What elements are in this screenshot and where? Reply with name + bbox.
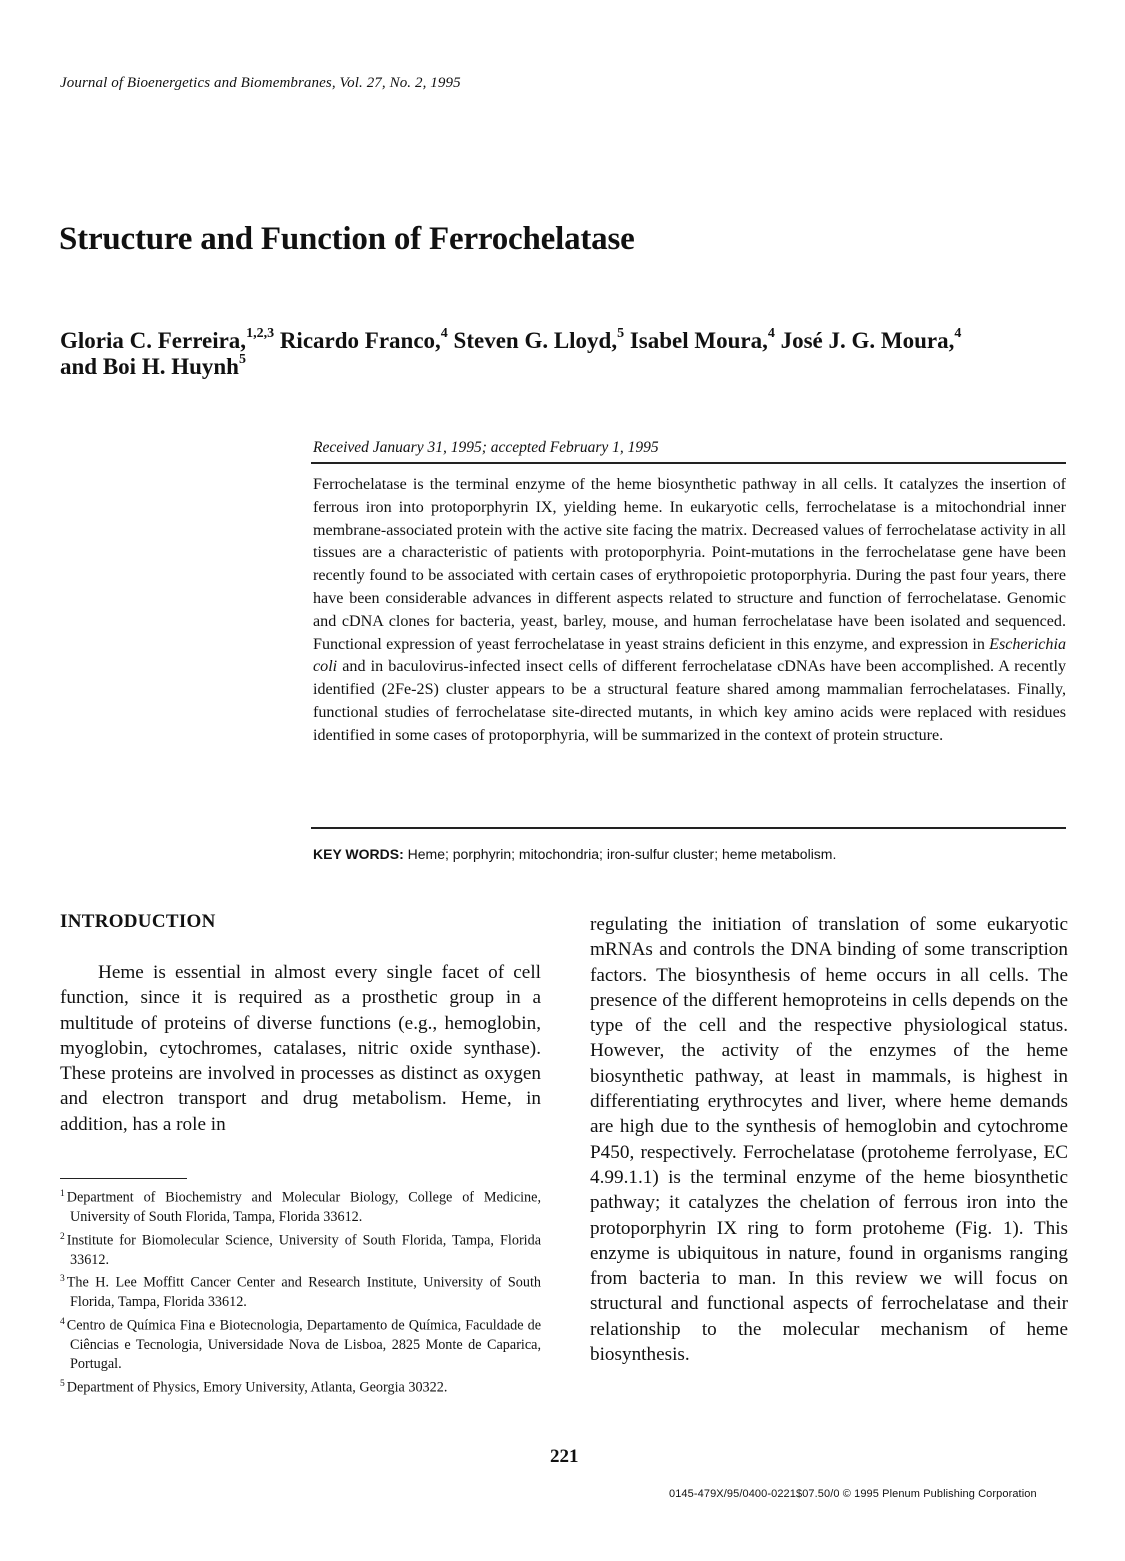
author-name: Steven G. Lloyd, <box>453 328 618 353</box>
received-date: Received January 31, 1995; accepted February 1, 1995 <box>313 439 659 456</box>
author-name: Ricardo Franco, <box>279 328 441 353</box>
keywords-label: KEY WORDS: <box>313 846 404 862</box>
author-affiliation: 1,2,3 <box>246 326 275 342</box>
author-name: José J. G. Moura, <box>780 328 955 353</box>
abstract-text: and in baculovirus-infected insect cells of different ferrochelatase cDNAs have been accomplished. A recently identified (2Fe-2S) cluster appears to be a structural feature shared among mammalian ferrochelatases. Finally, functional studies of ferrochelatase site-directed mutants, in which key amino acids were replaced with residues identified in some cases of protoporphyria, will be summarized in the context of protein structure. <box>313 658 1067 744</box>
footnote <box>60 1375 541 1398</box>
footnote <box>60 1313 541 1375</box>
abstract-top-rule <box>311 462 1066 464</box>
footnote <box>60 1228 541 1271</box>
keywords <box>313 846 836 862</box>
keywords-list: Heme; porphyrin; mitochondria; iron-sulfur cluster; heme metabolism. <box>407 846 837 862</box>
author-name: Gloria C. Ferreira, <box>60 328 247 353</box>
article-title: Structure and Function of Ferrochelatase <box>59 221 635 257</box>
intro-paragraph-left: Heme is essential in almost every single facet of cell function, since it is required as a prosthetic group in a multitude of proteins of diverse functions (e.g., hemoglobin, myoglobin, cytochromes, catalases, nitric oxide synthase). These proteins are involved in processes as distinct as oxygen and electron transport and drug metabolism. Heme, in addition, has a role in <box>60 962 541 1135</box>
author-affiliation: 4 <box>440 326 448 342</box>
footnotes <box>60 1185 541 1398</box>
author-name: Isabel Moura, <box>629 328 768 353</box>
journal-header: Journal of Bioenergetics and Biomembranes, Vol. 27, No. 2, 1995 <box>60 75 461 91</box>
intro-paragraph-right: regulating the initiation of translation of some eukaryotic mRNAs and controls the DNA binding of some transcription factors. The biosynthesis of heme occurs in all cells. The presence of the different hemoproteins in cells depends on the type of the cell and the respective physiological status. However, the activity of the enzymes of the heme biosynthetic pathway, at least in mammals, is highest in differentiating erythrocytes and liver, where heme demands are high due to the synthesis of hemoglobin and cytochrome P450, respectively. Ferrochelatase (protoheme ferrolyase, EC 4.99.1.1) is the terminal enzyme of the heme biosynthetic pathway; it catalyzes the chelation of ferrous iron into the protoporphyrin IX ring to form protoheme (Fig. 1). This enzyme is ubiquitous in nature, found in organisms ranging from bacteria to man. In this review we will focus on structural and functional aspects of ferrochelatase and their relationship to the molecular mechanism of heme biosynthesis. <box>590 914 1068 1366</box>
page-number: 221 <box>550 1446 579 1467</box>
abstract <box>313 474 1066 748</box>
section-heading-introduction: INTRODUCTION <box>60 911 216 932</box>
abstract-species-name: Escherichia coli <box>313 635 1066 676</box>
copyright-line: 0145-479X/95/0400-0221$07.50/0 © 1995 Plenum Publishing Corporation <box>669 1488 1037 1500</box>
footnote-text: Centro de Química Fina e Biotecnologia, Departamento de Química, Faculdade de Ciências e Tecnologia, Universidade Nova de Lisboa, 2825 Monte de Caparica, Portugal. <box>66 1317 541 1373</box>
footnote-number: 3 <box>60 1274 65 1285</box>
footnote-text: Institute for Biomolecular Science, University of South Florida, Tampa, Florida 33612. <box>66 1232 541 1268</box>
footnote <box>60 1185 541 1228</box>
author-affiliation: 5 <box>238 352 246 368</box>
footnote-number: 2 <box>60 1231 65 1242</box>
footnote-text: Department of Physics, Emory University, Atlanta, Georgia 30322. <box>66 1379 448 1396</box>
footnote-number: 5 <box>60 1378 65 1389</box>
abstract-text: Ferrochelatase is the terminal enzyme of the heme biosynthetic pathway in all cells. It catalyzes the insertion of ferrous iron into protoporphyrin IX, yielding heme. In eukaryotic cells, ferrochelatase is a mitochondrial inner membrane-associated protein with the active site facing the matrix. Decreased values of ferrochelatase activity in all tissues are a characteristic of patients with protoporphyria. Point-mutations in the ferrochelatase gene have been recently found to be associated with certain cases of erythropoietic protoporphyria. During the past four years, there have been considerable advances in different aspects related to structure and function of ferrochelatase. Genomic and cDNA clones for bacteria, yeast, barley, mouse, and human ferrochelatase have been isolated and sequenced. Functional expression of yeast ferrochelatase in yeast strains deficient in this enzyme, and expression in <box>313 476 1066 653</box>
abstract-bottom-rule <box>311 827 1066 829</box>
footnote-number: 1 <box>60 1189 65 1199</box>
footnote-text: Department of Biochemistry and Molecular Biology, College of Medicine, University of South Florida, Tampa, Florida 33612. <box>66 1189 541 1226</box>
footnote-text: The H. Lee Moffitt Cancer Center and Research Institute, University of South Florida, Tampa, Florida 33612. <box>66 1274 541 1311</box>
footnote-rule <box>60 1178 187 1179</box>
author-affiliation: 4 <box>954 326 962 342</box>
footnote <box>60 1270 541 1313</box>
author-name: and Boi H. Huynh <box>60 354 239 379</box>
footnote-number: 4 <box>60 1316 65 1327</box>
author-affiliation: 4 <box>767 326 775 342</box>
author-affiliation: 5 <box>617 326 625 342</box>
author-list <box>60 328 1070 380</box>
